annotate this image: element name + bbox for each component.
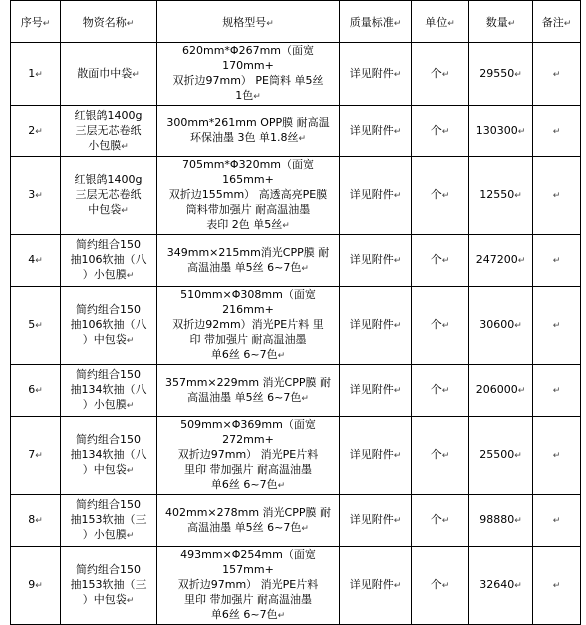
cell-qty: 25500↵ [469,417,533,495]
cell-qty: 247200↵ [469,235,533,287]
table-row [11,495,581,547]
table-row [11,235,581,287]
cell-note: ↵ [533,547,581,625]
table-row [11,43,581,106]
cell-unit: 个↵ [412,417,469,495]
cell-note: ↵ [533,157,581,235]
cell-no: 1↵ [11,43,61,106]
cell-qty: 32640↵ [469,547,533,625]
cell-no: 2↵ [11,106,61,157]
cell-spec: 357mm×229mm 消光CPP膜 耐 高温油墨 单5丝 6~7色↵ [157,365,340,417]
table-row [11,287,581,365]
cell-name: 简约组合150 抽153软抽（三 ）小包膜↵ [61,495,157,547]
spec-table [10,0,581,625]
cell-no: 3↵ [11,157,61,235]
header-no: 序号↵ [11,1,61,43]
header-note: 备注↵ [533,1,581,43]
cell-spec: 349mm×215mm消光CPP膜 耐 高温油墨 单5丝 6~7色↵ [157,235,340,287]
cell-qty: 30600↵ [469,287,533,365]
cell-quality: 详见附件↵ [340,365,412,417]
cell-name: 简约组合150 抽106软抽（八 ）小包膜↵ [61,235,157,287]
cell-name: 散面巾中袋↵ [61,43,157,106]
cell-no: 6↵ [11,365,61,417]
cell-qty: 130300↵ [469,106,533,157]
cell-note: ↵ [533,365,581,417]
cell-quality: 详见附件↵ [340,417,412,495]
cell-no: 5↵ [11,287,61,365]
cell-name: 简约组合150 抽134软抽（八 ）中包袋↵ [61,417,157,495]
cell-quality: 详见附件↵ [340,157,412,235]
cell-unit: 个↵ [412,43,469,106]
cell-name: 简约组合150 抽106软抽（八 ）中包袋↵ [61,287,157,365]
cell-name: 红银鸽1400g 三层无芯卷纸 小包膜↵ [61,106,157,157]
cell-unit: 个↵ [412,157,469,235]
table-row [11,157,581,235]
cell-unit: 个↵ [412,547,469,625]
cell-unit: 个↵ [412,365,469,417]
cell-quality: 详见附件↵ [340,43,412,106]
cell-no: 8↵ [11,495,61,547]
table-body [11,43,581,625]
cell-spec: 300mm*261mm OPP膜 耐高温 环保油墨 3色 单1.8丝↵ [157,106,340,157]
header-spec: 规格型号↵ [157,1,340,43]
cell-quality: 详见附件↵ [340,287,412,365]
cell-note: ↵ [533,106,581,157]
header-quality: 质量标准↵ [340,1,412,43]
cell-quality: 详见附件↵ [340,495,412,547]
cell-note: ↵ [533,287,581,365]
table-row [11,106,581,157]
cell-note: ↵ [533,417,581,495]
cell-unit: 个↵ [412,287,469,365]
cell-quality: 详见附件↵ [340,106,412,157]
cell-unit: 个↵ [412,495,469,547]
header-row [11,1,581,43]
cell-spec: 705mm*Φ320mm（面宽165mm+ 双折边155mm） 高透高亮PE膜 筒料带加强片 耐高温油墨 表印 2色 单5丝↵ [157,157,340,235]
cell-qty: 98880↵ [469,495,533,547]
cell-unit: 个↵ [412,106,469,157]
cell-name: 简约组合150 抽134软抽（八 ）小包膜↵ [61,365,157,417]
cell-note: ↵ [533,43,581,106]
cell-name: 红银鸽1400g 三层无芯卷纸 中包袋↵ [61,157,157,235]
cell-spec: 509mm×Φ369mm（面宽272mm+ 双折边97mm） 消光PE片料 里印 带加强片 耐高温油墨 单6丝 6~7色↵ [157,417,340,495]
cell-unit: 个↵ [412,235,469,287]
cell-no: 4↵ [11,235,61,287]
header-name: 物资名称↵ [61,1,157,43]
cell-qty: 29550↵ [469,43,533,106]
cell-spec: 510mm×Φ308mm（面宽216mm+ 双折边92mm）消光PE片料 里 印 带加强片 耐高温油墨 单6丝 6~7色↵ [157,287,340,365]
cell-spec: 620mm*Φ267mm（面宽170mm+ 双折边97mm） PE筒料 单5丝 1色↵ [157,43,340,106]
cell-spec: 402mm×278mm 消光CPP膜 耐 高温油墨 单5丝 6~7色↵ [157,495,340,547]
cell-no: 7↵ [11,417,61,495]
cell-name: 简约组合150 抽153软抽（三 ）中包袋↵ [61,547,157,625]
cell-no: 9↵ [11,547,61,625]
cell-qty: 12550↵ [469,157,533,235]
cell-qty: 206000↵ [469,365,533,417]
cell-note: ↵ [533,235,581,287]
cell-spec: 493mm×Φ254mm（面宽157mm+ 双折边97mm） 消光PE片料 里印 带加强片 耐高温油墨 单6丝 6~7色↵ [157,547,340,625]
cell-note: ↵ [533,495,581,547]
cell-quality: 详见附件↵ [340,547,412,625]
header-unit: 单位↵ [412,1,469,43]
table-row [11,365,581,417]
table-row [11,547,581,625]
header-qty: 数量↵ [469,1,533,43]
cell-quality: 详见附件↵ [340,235,412,287]
table-row [11,417,581,495]
